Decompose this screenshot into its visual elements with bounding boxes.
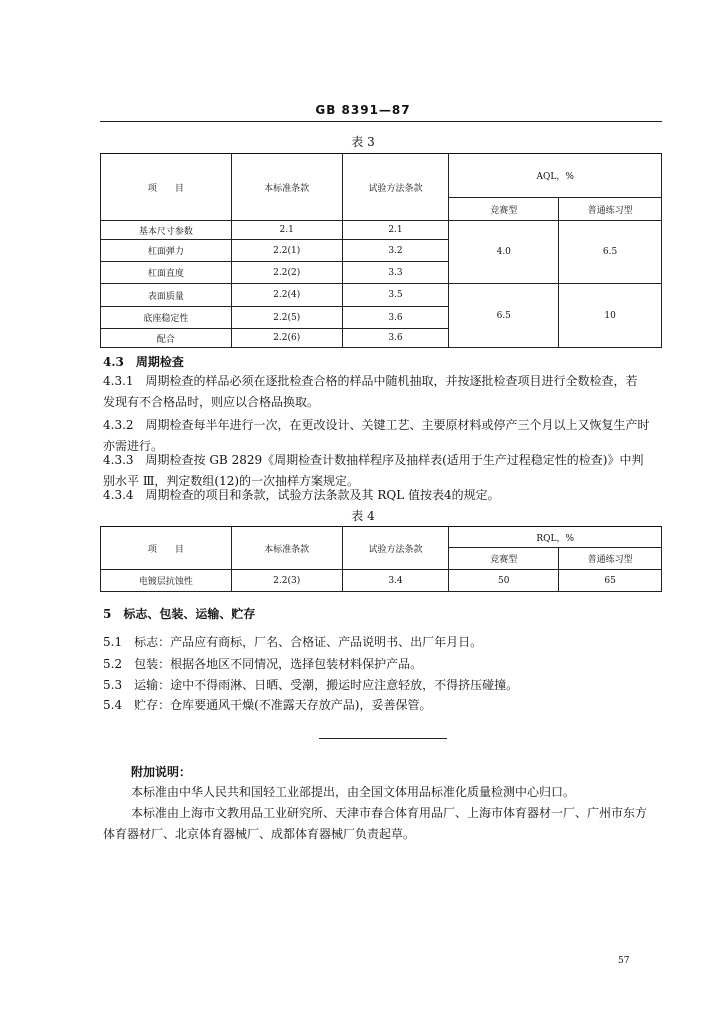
table4-cell-competition: 50: [449, 570, 559, 592]
table3-cell-item: 底座稳定性: [101, 307, 232, 329]
table3-group2-practice: 10: [559, 284, 662, 348]
table4-cell-item: 电镀层抗蚀性: [101, 570, 232, 592]
table3-group2-competition: 6.5: [449, 284, 559, 348]
table4-header-std-clause: 本标准条款: [231, 527, 342, 570]
standard-code: GB 8391—87: [315, 103, 411, 117]
table3-cell-test: 3.3: [342, 262, 449, 284]
paragraph-4-3-4: 4.3.4 周期检查的项目和条款，试验方法条款及其 RQL 值按表4的规定。: [103, 488, 500, 502]
table3-caption: 表 3: [351, 135, 375, 149]
table3-header-practice: 普通练习型: [559, 198, 662, 221]
clause-5-3: 5.3 运输：途中不得雨淋、日晒、受潮，搬运时应注意轻放，不得挤压碰撞。: [103, 678, 519, 692]
table4-caption: 表 4: [351, 509, 375, 523]
table3-cell-item: 杠面弹力: [101, 240, 232, 262]
table3-cell-std: 2.2(4): [231, 284, 342, 307]
table3-cell-std: 2.2(6): [231, 329, 342, 348]
paragraph-4-3-3: 4.3.3 周期检查按 GB 2829《周期检查计数抽样程序及抽样表(适用于生产过程稳定性的检查)》中判 别水平 Ⅲ，判定数组(12)的一次抽样方案规定。: [103, 453, 644, 488]
section-heading-4-3: 4.3 周期检查: [103, 355, 184, 369]
table3-cell-std: 2.2(1): [231, 240, 342, 262]
table4-cell-practice: 65: [559, 570, 662, 592]
header-rule: [100, 121, 662, 122]
table3-cell-test: 3.5: [342, 284, 449, 307]
clause-5-1: 5.1 标志：产品应有商标，厂名、合格证、产品说明书、出厂年月日。: [103, 635, 483, 649]
table3-cell-item: 表面质量: [101, 284, 232, 307]
table4: [100, 526, 662, 592]
table3-cell-item: 配合: [101, 329, 232, 348]
table3: [100, 153, 662, 348]
page-number: 57: [618, 956, 630, 966]
table3-header-competition: 竞赛型: [449, 198, 559, 221]
section-heading-5: 5 标志、包装、运输、贮存: [103, 607, 256, 621]
clause-5-2: 5.2 包装：根据各地区不同情况，选择包装材料保护产品。: [103, 657, 423, 671]
paragraph-4-3-1: 4.3.1 周期检查的样品必须在逐批检查合格的样品中随机抽取，并按逐批检查项目进行全数检查，若 发现有不合格品时，则应以合格品换取。: [103, 374, 638, 409]
table3-header-test-clause: 试验方法条款: [342, 154, 449, 221]
table4-cell-std: 2.2(3): [231, 570, 342, 592]
paragraph-4-3-2: 4.3.2 周期检查每半年进行一次，在更改设计、关键工艺、主要原材料或停产三个月以上又恢复生产时 亦需进行。: [103, 418, 650, 453]
table4-header-item: 项 目: [101, 527, 232, 570]
table3-cell-std: 2.2(2): [231, 262, 342, 284]
end-rule: [319, 738, 447, 739]
table4-header-competition: 竞赛型: [449, 548, 559, 570]
table3-header-std-clause: 本标准条款: [231, 154, 342, 221]
table3-header-item: 项 目: [101, 154, 232, 221]
table4-header-test-clause: 试验方法条款: [342, 527, 449, 570]
table3-cell-test: 3.6: [342, 307, 449, 329]
table3-cell-test: 2.1: [342, 221, 449, 240]
table4-header-rql: RQL，%: [449, 527, 662, 548]
notes-body: 本标准由中华人民共和国轻工业部提出，由全国文体用品标准化质量检测中心归口。 本标准由上海市文教用品工业研究所、天津市春合体育用品厂、上海市体育器材一厂、广州市东方 体育器材厂、北京体育器械厂、成都体育器械厂负责起草。: [103, 785, 648, 841]
table3-cell-item: 基本尺寸参数: [101, 221, 232, 240]
table3-header-aql: AQL，%: [449, 154, 662, 198]
table4-cell-test: 3.4: [342, 570, 449, 592]
clause-5-4: 5.4 贮存：仓库要通风干燥(不准露天存放产品)，妥善保管。: [103, 698, 432, 712]
table3-cell-std: 2.2(5): [231, 307, 342, 329]
table3-cell-test: 3.2: [342, 240, 449, 262]
table3-cell-item: 杠面直度: [101, 262, 232, 284]
table3-group1-competition: 4.0: [449, 221, 559, 284]
table4-header-practice: 普通练习型: [559, 548, 662, 570]
notes-title: 附加说明：: [131, 765, 192, 779]
table3-cell-std: 2.1: [231, 221, 342, 240]
table3-group1-practice: 6.5: [559, 221, 662, 284]
table3-cell-test: 3.6: [342, 329, 449, 348]
